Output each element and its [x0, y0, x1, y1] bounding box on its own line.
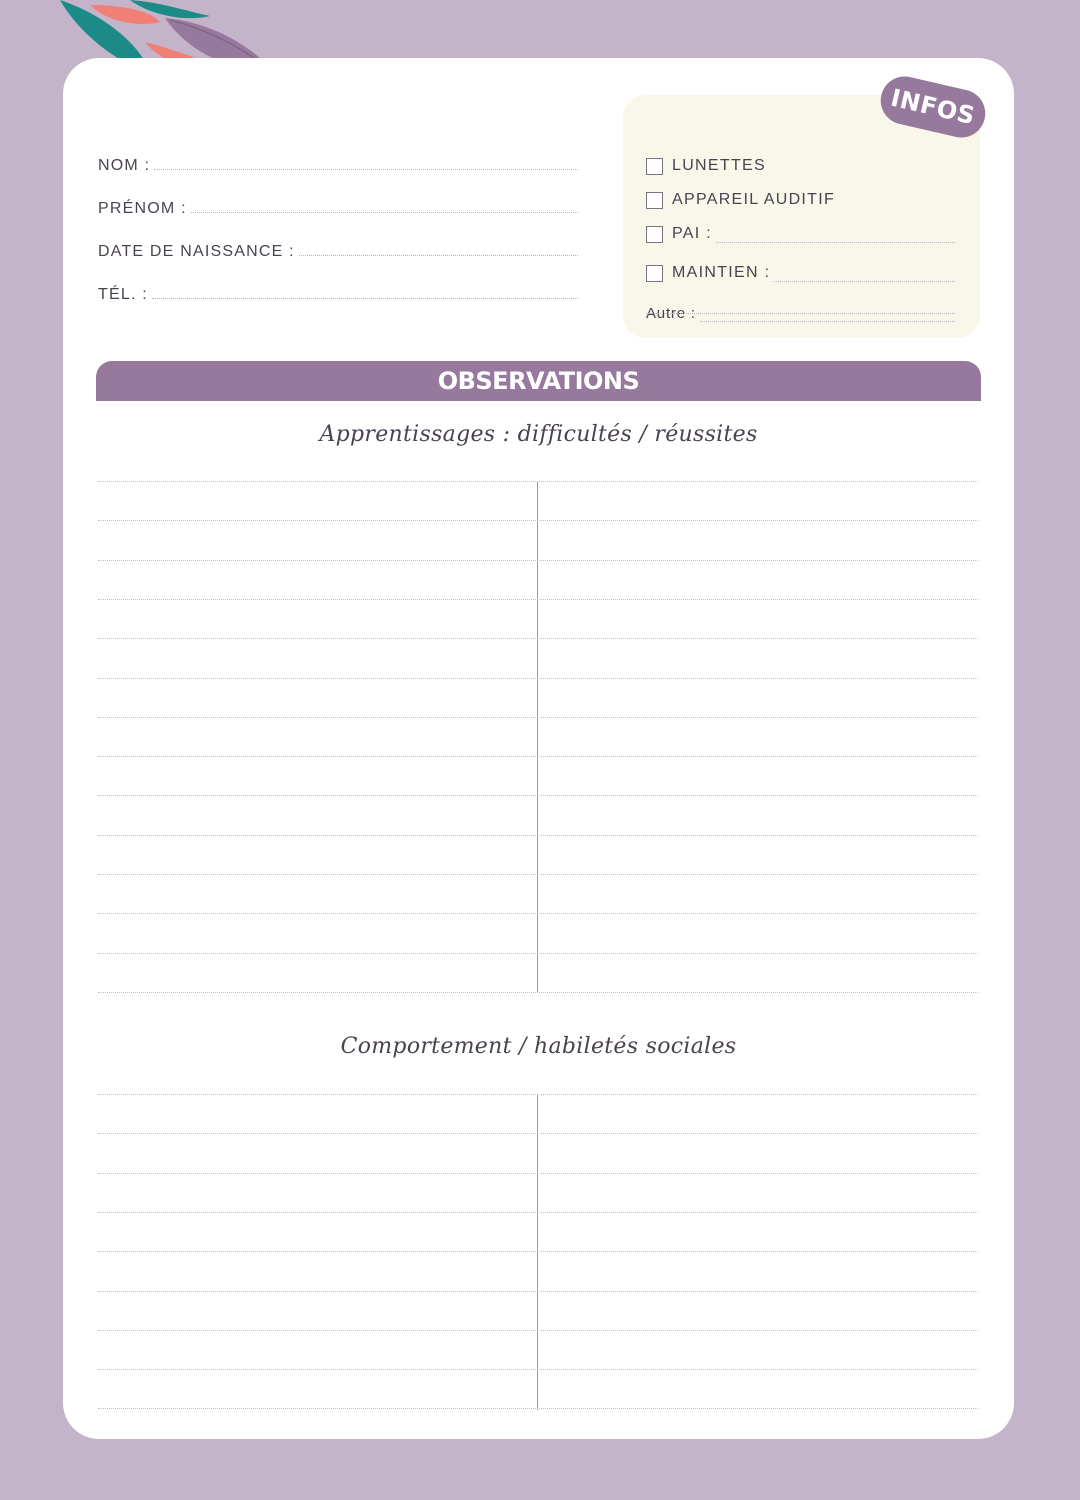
writing-line	[98, 835, 978, 836]
writing-line	[98, 717, 978, 718]
prenom-field[interactable]	[98, 175, 578, 218]
maintien-checkbox[interactable]	[646, 265, 663, 282]
tel-dotted-line	[152, 298, 578, 299]
nom-dotted-line	[154, 169, 578, 170]
writing-line	[98, 599, 978, 600]
maintien-label: MAINTIEN :	[672, 264, 771, 281]
writing-line	[98, 1133, 978, 1134]
infos-tag: INFOS	[876, 72, 990, 143]
writing-line	[98, 1291, 978, 1292]
writing-line	[98, 795, 978, 796]
nom-label: NOM :	[98, 157, 151, 174]
maintien-dotted-line	[774, 281, 955, 282]
form-card	[63, 58, 1014, 1439]
appareil-auditif-label: APPAREIL AUDITIF	[672, 191, 836, 208]
pai-label: PAI :	[672, 225, 712, 242]
comportement-writing-area[interactable]	[98, 1094, 978, 1410]
appareil-auditif-checkbox-item[interactable]	[646, 188, 955, 212]
writing-line	[98, 1251, 978, 1252]
apprentissages-writing-area[interactable]	[98, 481, 978, 992]
date-de-naissance-field[interactable]	[98, 218, 578, 261]
pai-checkbox-item[interactable]	[646, 222, 955, 246]
date-de-naissance-label: DATE DE NAISSANCE :	[98, 243, 295, 260]
writing-line	[98, 1094, 978, 1095]
nom-field[interactable]	[98, 132, 578, 175]
writing-line	[98, 1173, 978, 1174]
writing-line	[98, 1212, 978, 1213]
lunettes-checkbox-item[interactable]	[646, 154, 955, 178]
tel-label: TÉL. :	[98, 286, 148, 303]
writing-line	[98, 1369, 978, 1370]
comportement-title: Comportement / habiletés sociales	[340, 1034, 737, 1059]
writing-line	[98, 874, 978, 875]
prenom-dotted-line	[191, 212, 578, 213]
writing-line	[98, 992, 978, 993]
writing-line	[98, 913, 978, 914]
maintien-checkbox-item[interactable]	[646, 261, 955, 285]
writing-line	[98, 481, 978, 482]
autre-dotted-line	[700, 321, 955, 322]
column-divider	[537, 481, 538, 992]
writing-line	[98, 520, 978, 521]
writing-line	[98, 953, 978, 954]
tel-field[interactable]	[98, 261, 578, 304]
appareil-auditif-checkbox[interactable]	[646, 192, 663, 209]
autre-label: Autre :	[646, 304, 696, 322]
infos-box	[623, 95, 980, 338]
date-de-naissance-dotted-line	[299, 255, 578, 256]
writing-line	[98, 638, 978, 639]
prenom-label: PRÉNOM :	[98, 200, 187, 217]
lunettes-label: LUNETTES	[672, 157, 766, 174]
writing-line	[98, 1408, 978, 1409]
apprentissages-title: Apprentissages : difficultés / réussites	[319, 422, 758, 447]
writing-line	[98, 756, 978, 757]
writing-line	[98, 678, 978, 679]
writing-line	[98, 560, 978, 561]
writing-line	[98, 1330, 978, 1331]
autre-dotted-line-2	[646, 313, 955, 314]
lunettes-checkbox[interactable]	[646, 158, 663, 175]
identity-fields	[98, 132, 578, 304]
pai-dotted-line	[716, 242, 955, 243]
pai-checkbox[interactable]	[646, 226, 663, 243]
observations-header: OBSERVATIONS	[96, 361, 981, 401]
